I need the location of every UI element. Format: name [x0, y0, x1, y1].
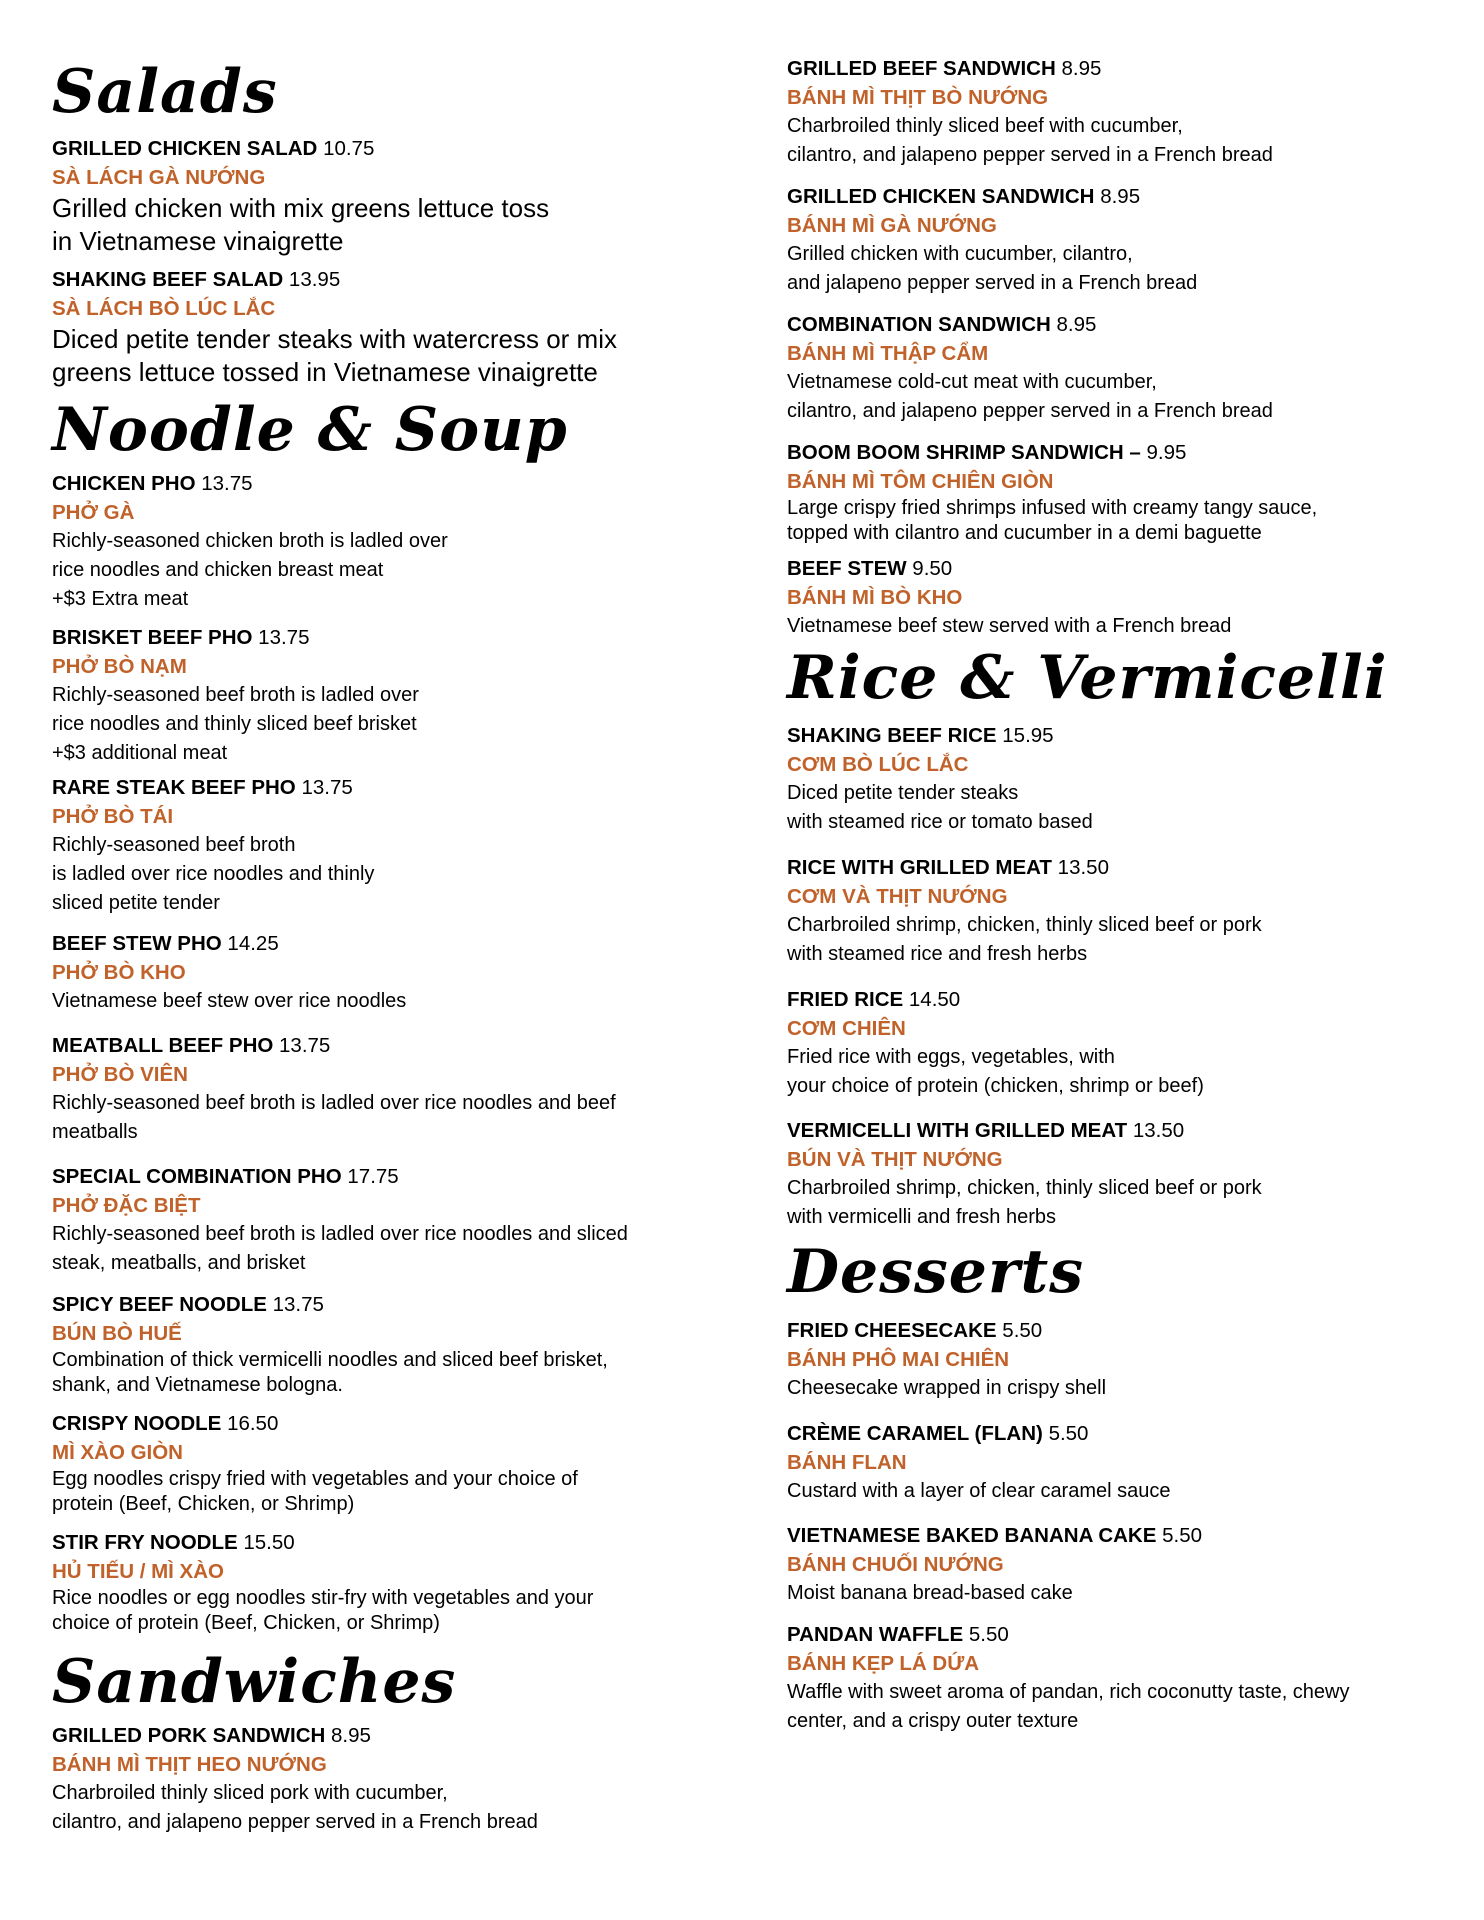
item-price: 13.50 [1057, 856, 1109, 879]
item-vietnamese-name: PHỞ ĐẶC BIỆT [52, 1194, 201, 1217]
item-vietnamese-name: BÚN BÒ HUẾ [52, 1322, 182, 1345]
section-heading-noodle-soup: Noodle & Soup [52, 395, 568, 465]
item-name: VERMICELLI WITH GRILLED MEAT [787, 1119, 1128, 1142]
item-description-line: Charbroiled thinly sliced pork with cucumber, [52, 1782, 448, 1804]
item-description-line: Vietnamese beef stew served with a French bread [787, 615, 1232, 637]
item-description-line: rice noodles and thinly sliced beef brisket [52, 713, 417, 735]
item-description-line: Vietnamese cold-cut meat with cucumber, [787, 371, 1157, 393]
item-price: 9.50 [912, 557, 953, 580]
item-description [787, 112, 1437, 170]
item-name: FRIED RICE [787, 988, 904, 1011]
item-title [787, 554, 1437, 583]
item-vietnamese-name: BÁNH MÌ BÒ KHO [787, 586, 963, 609]
item-description-line: steak, meatballs, and brisket [52, 1252, 306, 1274]
item-vietnamese-name: BÁNH MÌ THỊT BÒ NƯỚNG [787, 86, 1049, 109]
item-name: RICE WITH GRILLED MEAT [787, 856, 1052, 879]
item-vietnamese-name: BÁNH KẸP LÁ DỨA [787, 1652, 980, 1675]
item-description-line: Combination of thick vermicelli noodles and sliced beef brisket, [52, 1349, 608, 1371]
item-price: 5.50 [1162, 1524, 1203, 1547]
item-description-line: Large crispy fried shrimps infused with creamy tangy sauce, [787, 497, 1318, 519]
item-price: 13.75 [258, 626, 310, 649]
item-vietnamese-name: BÁNH CHUỐI NƯỚNG [787, 1553, 1004, 1576]
section-heading-desserts: Desserts [787, 1237, 1085, 1307]
item-price: 5.50 [1048, 1422, 1089, 1445]
section-heading-rice-vermicelli: Rice & Vermicelli [787, 643, 1388, 713]
item-name: GRILLED CHICKEN SANDWICH [787, 185, 1095, 208]
item-description-line: Egg noodles crispy fried with vegetables and your choice of [52, 1468, 578, 1490]
item-description-line: Richly-seasoned beef broth is ladled over rice noodles and beef [52, 1092, 616, 1114]
item-name: GRILLED PORK SANDWICH [52, 1724, 326, 1747]
menu-item [787, 853, 1437, 969]
menu-item [787, 985, 1437, 1101]
item-description [787, 1043, 1437, 1101]
item-name: MEATBALL BEEF PHO [52, 1034, 274, 1057]
item-title [52, 1031, 732, 1060]
item-vietnamese-name: PHỞ BÒ TÁI [52, 805, 174, 828]
menu-item [787, 1620, 1437, 1736]
item-description [787, 1477, 1437, 1506]
item-vietnamese-name: BÁNH PHÔ MAI CHIÊN [787, 1348, 1010, 1371]
item-name: GRILLED BEEF SANDWICH [787, 57, 1056, 80]
item-title [52, 929, 732, 958]
item-vietnamese-name: PHỞ BÒ NẠM [52, 655, 187, 678]
item-name: SPECIAL COMBINATION PHO [52, 1165, 342, 1188]
item-description-line: Custard with a layer of clear caramel sauce [787, 1480, 1171, 1502]
item-description-line: with vermicelli and fresh herbs [787, 1206, 1056, 1228]
item-title [52, 1290, 732, 1319]
menu-item [52, 1409, 732, 1517]
item-description-line: Vietnamese beef stew over rice noodles [52, 990, 407, 1012]
item-description [787, 496, 1437, 546]
item-title [787, 1116, 1437, 1145]
item-description [787, 1579, 1437, 1608]
item-name: CRÈME CARAMEL (FLAN) [787, 1422, 1043, 1445]
item-vietnamese-name: BÁNH MÌ GÀ NƯỚNG [787, 214, 997, 237]
menu-item [787, 1116, 1437, 1232]
item-title [52, 1162, 732, 1191]
item-description [52, 1467, 732, 1517]
item-vietnamese-name: BÁNH MÌ THẬP CẨM [787, 342, 989, 365]
item-title [787, 721, 1437, 750]
menu-item [52, 929, 732, 1016]
item-title [52, 469, 732, 498]
item-description [52, 831, 732, 918]
item-description [787, 1374, 1437, 1403]
menu-item [52, 1290, 732, 1398]
item-description-line: is ladled over rice noodles and thinly [52, 863, 375, 885]
item-description-line: Waffle with sweet aroma of pandan, rich coconutty taste, chewy [787, 1681, 1350, 1703]
item-vietnamese-name: BÁNH MÌ TÔM CHIÊN GIÒN [787, 470, 1054, 493]
item-title [52, 1721, 732, 1750]
item-description [787, 779, 1437, 837]
item-vietnamese-name: BÁNH FLAN [787, 1451, 907, 1474]
item-title [52, 1409, 732, 1438]
item-description-line: Grilled chicken with mix greens lettuce toss [52, 193, 550, 223]
item-name: RARE STEAK BEEF PHO [52, 776, 296, 799]
menu-item [787, 54, 1437, 170]
item-vietnamese-name: PHỞ BÒ KHO [52, 961, 186, 984]
item-price: 14.50 [908, 988, 961, 1011]
item-description-line: Moist banana bread-based cake [787, 1582, 1073, 1604]
item-description-line: Charbroiled shrimp, chicken, thinly sliced beef or pork [787, 1177, 1262, 1199]
menu-item [787, 1521, 1437, 1608]
item-price: 13.75 [201, 472, 253, 495]
item-description-line: Diced petite tender steaks [787, 782, 1019, 804]
item-name: CHICKEN PHO [52, 472, 196, 495]
item-description-line: Richly-seasoned beef broth [52, 834, 296, 856]
item-price: 14.25 [227, 932, 279, 955]
item-description [52, 1220, 732, 1278]
item-price: 13.95 [288, 268, 341, 291]
item-title [787, 54, 1437, 83]
item-vietnamese-name: PHỞ BÒ VIÊN [52, 1063, 188, 1086]
item-description [52, 1089, 732, 1147]
item-description [52, 527, 732, 614]
item-description-line: Cheesecake wrapped in crispy shell [787, 1377, 1107, 1399]
item-description-line: with steamed rice or tomato based [787, 811, 1093, 833]
item-description [52, 1586, 732, 1636]
item-price: 15.50 [243, 1531, 295, 1554]
item-name: BOOM BOOM SHRIMP SANDWICH – [787, 441, 1141, 464]
item-description [52, 987, 732, 1016]
item-vietnamese-name: BÁNH MÌ THỊT HEO NƯỚNG [52, 1753, 327, 1776]
item-description-line: Diced petite tender steaks with watercress or mix [52, 324, 617, 354]
menu-item [787, 721, 1437, 837]
item-name: PANDAN WAFFLE [787, 1623, 964, 1646]
item-vietnamese-name: BÚN VÀ THỊT NƯỚNG [787, 1148, 1003, 1171]
item-description-line: cilantro, and jalapeno pepper served in a French bread [52, 1811, 538, 1833]
item-description-line: Charbroiled thinly sliced beef with cucumber, [787, 115, 1183, 137]
item-name: BRISKET BEEF PHO [52, 626, 253, 649]
item-price: 8.95 [1056, 313, 1097, 336]
item-title [787, 1419, 1437, 1448]
item-price: 13.75 [301, 776, 353, 799]
item-title [52, 134, 732, 163]
item-description-line: Richly-seasoned beef broth is ladled over rice noodles and sliced [52, 1223, 628, 1245]
item-description-line: shank, and Vietnamese bologna. [52, 1374, 343, 1396]
item-vietnamese-name: CƠM CHIÊN [787, 1017, 906, 1040]
item-description [52, 323, 732, 389]
item-vietnamese-name: CƠM BÒ LÚC LẮC [787, 753, 969, 776]
item-description-line: rice noodles and chicken breast meat [52, 559, 384, 581]
item-description-line: +$3 additional meat [52, 742, 228, 764]
item-description [787, 240, 1437, 298]
item-name: COMBINATION SANDWICH [787, 313, 1051, 336]
item-description-line: Fried rice with eggs, vegetables, with [787, 1046, 1115, 1068]
menu-item [52, 1528, 732, 1636]
item-description-line: Grilled chicken with cucumber, cilantro, [787, 243, 1133, 265]
item-price: 17.75 [347, 1165, 399, 1188]
item-description-line: +$3 Extra meat [52, 588, 189, 610]
item-price: 8.95 [1061, 57, 1102, 80]
menu-item [52, 1031, 732, 1147]
item-title [787, 1521, 1437, 1550]
menu-item [52, 265, 732, 389]
item-description-line: choice of protein (Beef, Chicken, or Shrimp) [52, 1612, 440, 1634]
item-description [787, 911, 1437, 969]
section-heading-sandwiches: Sandwiches [52, 1647, 457, 1717]
item-price: 8.95 [331, 1724, 371, 1747]
item-description-line: greens lettuce tossed in Vietnamese vinaigrette [52, 357, 598, 387]
item-description-line: protein (Beef, Chicken, or Shrimp) [52, 1493, 355, 1515]
item-name: STIR FRY NOODLE [52, 1531, 238, 1554]
item-price: 9.95 [1146, 441, 1187, 464]
menu-item [787, 310, 1437, 426]
item-price: 15.95 [1002, 724, 1054, 747]
item-description-line: Rice noodles or egg noodles stir-fry with vegetables and your [52, 1587, 594, 1609]
item-description-line: sliced petite tender [52, 892, 220, 914]
section-heading-salads: Salads [52, 57, 278, 127]
item-description-line: cilantro, and jalapeno pepper served in a French bread [787, 400, 1273, 422]
menu-item [787, 1419, 1437, 1506]
item-title [787, 1316, 1437, 1345]
item-name: VIETNAMESE BAKED BANANA CAKE [787, 1524, 1157, 1547]
item-vietnamese-name: HỦ TIẾU / MÌ XÀO [52, 1560, 224, 1583]
item-price: 13.75 [272, 1293, 324, 1316]
item-name: GRILLED CHICKEN SALAD [52, 137, 318, 160]
menu-item [787, 554, 1437, 641]
item-description-line: center, and a crispy outer texture [787, 1710, 1079, 1732]
item-title [52, 265, 732, 294]
menu-item [52, 623, 732, 768]
item-description [52, 1348, 732, 1398]
item-title [52, 623, 732, 652]
item-price: 8.95 [1100, 185, 1141, 208]
item-description-line: and jalapeno pepper served in a French bread [787, 272, 1198, 294]
item-price: 13.75 [279, 1034, 331, 1057]
item-vietnamese-name: SÀ LÁCH BÒ LÚC LẮC [52, 297, 276, 320]
item-title [787, 985, 1437, 1014]
item-title [787, 182, 1437, 211]
item-vietnamese-name: CƠM VÀ THỊT NƯỚNG [787, 885, 1008, 908]
item-description [52, 192, 732, 258]
item-description-line: in Vietnamese vinaigrette [52, 226, 344, 256]
menu-item [787, 182, 1437, 298]
item-description [787, 1174, 1437, 1232]
menu-item [52, 1721, 732, 1837]
item-name: CRISPY NOODLE [52, 1412, 222, 1435]
item-description-line: Richly-seasoned chicken broth is ladled over [52, 530, 448, 552]
item-title [787, 1620, 1437, 1649]
item-description [787, 368, 1437, 426]
item-description [52, 681, 732, 768]
item-name: BEEF STEW PHO [52, 932, 222, 955]
item-name: FRIED CHEESECAKE [787, 1319, 997, 1342]
item-description [52, 1779, 732, 1837]
item-description-line: Charbroiled shrimp, chicken, thinly sliced beef or pork [787, 914, 1262, 936]
item-price: 13.50 [1132, 1119, 1185, 1142]
menu-item [787, 438, 1437, 546]
item-title [52, 1528, 732, 1557]
item-description-line: with steamed rice and fresh herbs [787, 943, 1088, 965]
menu-item [52, 134, 732, 258]
item-name: BEEF STEW [787, 557, 907, 580]
item-price: 5.50 [1002, 1319, 1043, 1342]
item-title [787, 310, 1437, 339]
menu-item [52, 469, 732, 614]
item-description-line: your choice of protein (chicken, shrimp or beef) [787, 1075, 1204, 1097]
item-title [52, 773, 732, 802]
item-description [787, 1678, 1437, 1736]
item-vietnamese-name: MÌ XÀO GIÒN [52, 1441, 183, 1464]
item-vietnamese-name: PHỞ GÀ [52, 501, 135, 524]
menu-item [52, 773, 732, 918]
item-description-line: topped with cilantro and cucumber in a demi baguette [787, 522, 1262, 544]
item-name: SPICY BEEF NOODLE [52, 1293, 267, 1316]
item-description-line: meatballs [52, 1121, 138, 1143]
item-price: 5.50 [968, 1623, 1009, 1646]
item-price: 10.75 [323, 137, 375, 160]
item-title [787, 853, 1437, 882]
menu-item [787, 1316, 1437, 1403]
item-description-line: Richly-seasoned beef broth is ladled over [52, 684, 419, 706]
item-name: SHAKING BEEF SALAD [52, 268, 284, 291]
item-description [787, 612, 1437, 641]
item-price: 16.50 [227, 1412, 279, 1435]
item-description-line: cilantro, and jalapeno pepper served in a French bread [787, 144, 1273, 166]
item-name: SHAKING BEEF RICE [787, 724, 997, 747]
item-vietnamese-name: SÀ LÁCH GÀ NƯỚNG [52, 166, 266, 189]
menu-item [52, 1162, 732, 1278]
item-title [787, 438, 1437, 467]
